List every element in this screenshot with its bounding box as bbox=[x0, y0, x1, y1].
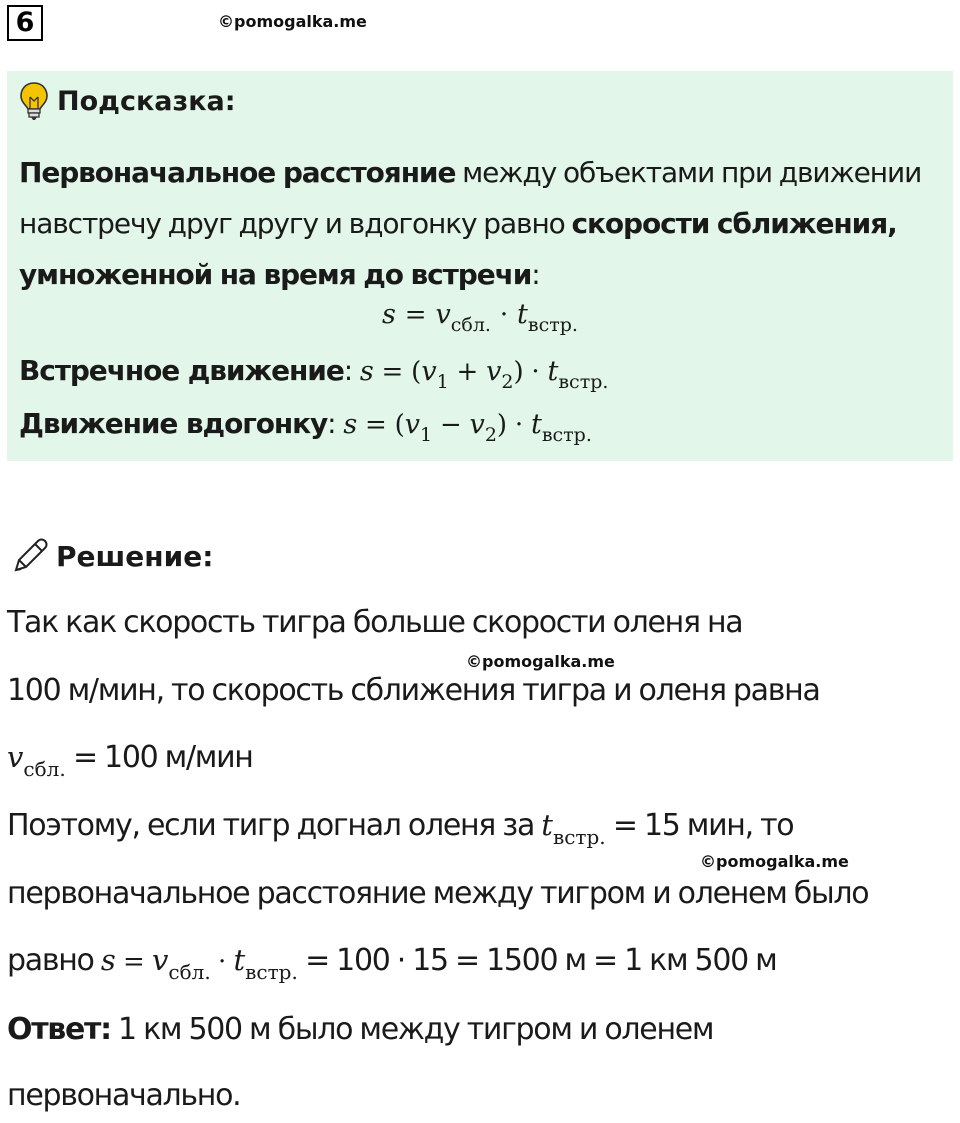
dot-op: · bbox=[531, 357, 540, 387]
var-v: v bbox=[435, 299, 451, 330]
sub-2: 2 bbox=[501, 371, 514, 393]
v-value: = 100 м/мин bbox=[72, 740, 253, 775]
hint-text: между объектами при движении навстречу друг другу и вдогонку равно bbox=[19, 156, 922, 240]
oncoming-label: Встречное движение bbox=[19, 354, 344, 387]
sub-vstr: встр. bbox=[558, 371, 609, 393]
solution-title bbox=[10, 536, 213, 576]
watermark-middle: ©pomogalka.me bbox=[466, 652, 615, 671]
formula-oncoming bbox=[19, 354, 609, 393]
answer-line-2: первоначально. bbox=[7, 1078, 241, 1113]
solution-line-2: 100 м/мин, то скорость сближения тигра и оленя равна bbox=[7, 673, 820, 708]
hint-paragraph bbox=[19, 147, 951, 300]
hint-bold-term: Первоначальное расстояние bbox=[19, 156, 456, 189]
solution-line-3 bbox=[7, 740, 253, 781]
answer-text: 1 км 500 м было между тигром и оленем bbox=[110, 1012, 714, 1047]
sub-sbl: сбл. bbox=[168, 960, 211, 984]
paren-close: ) bbox=[496, 410, 508, 440]
hint-colon: : bbox=[531, 258, 540, 291]
line6-text-b: = 100 · 15 = 1500 м = 1 км 500 м bbox=[305, 943, 777, 978]
sub-vstr: встр. bbox=[541, 424, 592, 446]
solution-line-4 bbox=[7, 808, 794, 849]
var-v: v bbox=[152, 943, 169, 977]
dot-op: · bbox=[499, 300, 509, 330]
formula-main bbox=[7, 297, 953, 336]
var-v1: v bbox=[421, 356, 437, 387]
task-number: 6 bbox=[7, 5, 43, 41]
eq-sign: = bbox=[404, 300, 427, 330]
answer-line bbox=[7, 1012, 713, 1047]
paren-close: ) bbox=[513, 357, 524, 387]
var-t: t bbox=[541, 808, 553, 842]
eq-sign: = bbox=[381, 357, 404, 387]
var-s: s bbox=[100, 943, 116, 977]
sub-vstr: встр. bbox=[552, 825, 606, 849]
var-t: t bbox=[233, 943, 246, 977]
var-s: s bbox=[343, 409, 358, 440]
paren-open: ( bbox=[394, 410, 405, 440]
sub-vstr: встр. bbox=[527, 314, 578, 336]
line4-text-a: Поэтому, если тигр догнал оленя за bbox=[7, 808, 535, 843]
var-v2: v bbox=[486, 356, 502, 387]
var-v1: v bbox=[404, 409, 421, 440]
pencil-icon bbox=[10, 536, 50, 576]
sub-2: 2 bbox=[484, 424, 497, 446]
sub-1: 1 bbox=[420, 424, 433, 446]
colon: : bbox=[327, 407, 336, 440]
hint-box bbox=[7, 71, 953, 461]
watermark-lower: ©pomogalka.me bbox=[700, 852, 849, 871]
colon: : bbox=[343, 354, 353, 387]
catchup-label: Движение вдогонку bbox=[19, 407, 328, 440]
solution-line-6 bbox=[7, 943, 777, 984]
sub-sbl: сбл. bbox=[23, 757, 66, 781]
dot-op: · bbox=[514, 410, 524, 440]
dot-op: · bbox=[217, 947, 227, 977]
eq-sign: = bbox=[365, 410, 387, 440]
sub-vstr: встр. bbox=[245, 960, 298, 984]
line4-text-b: = 15 мин, то bbox=[612, 808, 794, 843]
solution-line-5: первоначальное расстояние между тигром и оленем было bbox=[7, 876, 869, 911]
hint-title bbox=[19, 81, 236, 121]
hint-title-text: Подсказка: bbox=[57, 85, 236, 117]
solution-line-1: Так как скорость тигра больше скорости оленя на bbox=[7, 605, 743, 640]
var-t: t bbox=[517, 299, 528, 330]
watermark-top: ©pomogalka.me bbox=[218, 12, 367, 31]
var-t: t bbox=[530, 409, 542, 440]
sub-sbl: сбл. bbox=[450, 314, 491, 336]
sub-1: 1 bbox=[436, 371, 449, 393]
eq-sign: = bbox=[122, 947, 145, 977]
paren-open: ( bbox=[411, 357, 422, 387]
lightbulb-icon bbox=[19, 81, 49, 121]
hint-bold-rule: скорости сближения, умноженной на время до встречи bbox=[19, 207, 897, 291]
minus-op: − bbox=[439, 410, 462, 440]
var-v2: v bbox=[469, 409, 485, 440]
var-s: s bbox=[382, 299, 396, 330]
var-v: v bbox=[7, 740, 24, 774]
formula-catchup bbox=[19, 407, 592, 446]
line6-text-a: равно bbox=[7, 943, 94, 978]
solution-title-text: Решение: bbox=[56, 539, 214, 573]
var-t: t bbox=[547, 356, 559, 387]
plus-op: + bbox=[456, 357, 479, 387]
answer-label: Ответ: bbox=[7, 1012, 111, 1047]
var-s: s bbox=[359, 356, 374, 387]
